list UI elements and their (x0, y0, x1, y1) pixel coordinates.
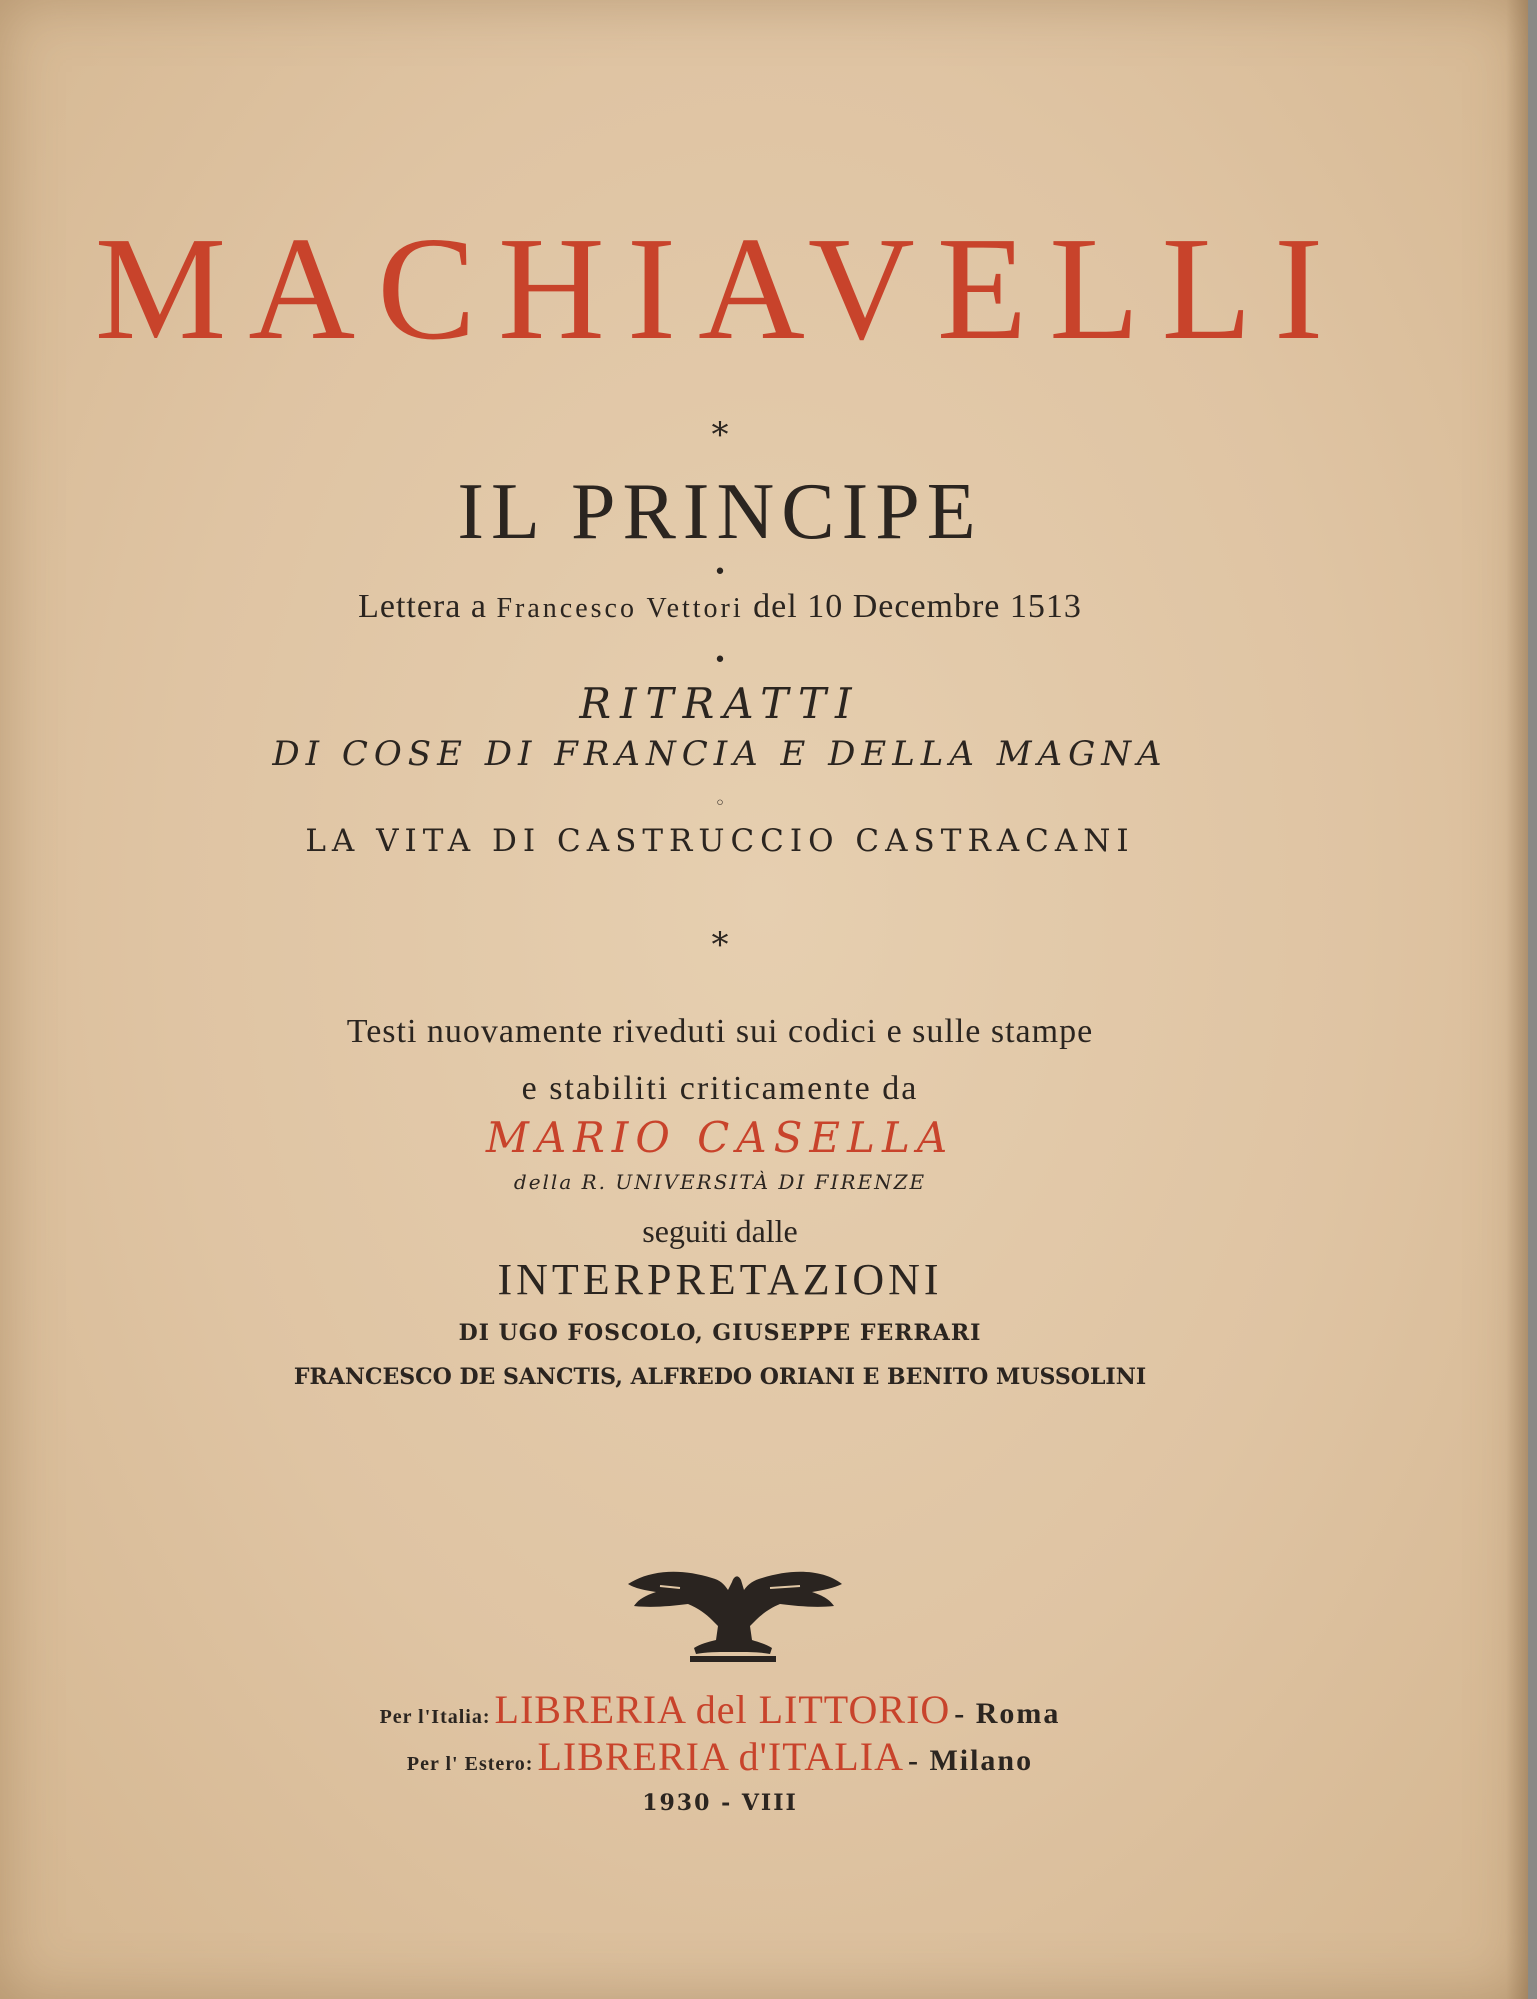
publisher-line-1 (0, 1687, 1440, 1732)
work-title: IL PRINCIPE (457, 468, 983, 556)
publisher-line-2 (0, 1734, 1440, 1779)
lettera-name: Francesco Vettori (496, 593, 744, 624)
lettera-line (0, 590, 1440, 624)
ornament-dot: • (713, 560, 727, 585)
lettera-prefix: Lettera a (358, 588, 487, 625)
publisher-2-city: - Milano (907, 1744, 1034, 1777)
editorial-line-1: Testi nuovamente riveduti sui codici e sulle stampe (346, 1013, 1094, 1050)
vita-title: LA VITA DI CASTRUCCIO CASTRACANI (305, 823, 1135, 859)
followed-by: seguiti dalle (642, 1213, 798, 1249)
interpreters-line-1: DI UGO FOSCOLO, GIUSEPPE FERRARI (458, 1320, 982, 1346)
publisher-1-name: LIBRERIA del LITTORIO (494, 1687, 951, 1732)
author-title: MACHIAVELLI (94, 207, 1346, 371)
ritratti-title: RITRATTI (579, 679, 861, 728)
ornament-star: * (711, 415, 729, 455)
ritratti-subtitle: DI COSE DI FRANCIA E DELLA MAGNA (272, 734, 1168, 774)
publication-year: 1930 - VIII (642, 1790, 798, 1816)
interpretations-heading: INTERPRETAZIONI (497, 1255, 943, 1304)
lettera-suffix: del 10 Decembre 1513 (753, 588, 1082, 625)
editor-affiliation: della R. UNIVERSITÀ DI FIRENZE (513, 1170, 927, 1194)
ornament-small-dot: ◦ (714, 793, 726, 814)
editorial-line-2: e stabiliti criticamente da (521, 1070, 919, 1107)
interpreters-line-2: FRANCESCO DE SANCTIS, ALFREDO ORIANI E BENITO MUSSOLINI (293, 1364, 1147, 1390)
publisher-2-name: LIBRERIA d'ITALIA (537, 1734, 904, 1779)
publisher-1-label: Per l'Italia: (379, 1706, 491, 1728)
editor-name: MARIO CASELLA (485, 1113, 955, 1162)
eagle-icon (620, 1560, 846, 1666)
ornament-dot: • (713, 648, 727, 673)
publisher-1-city: - Roma (954, 1697, 1061, 1730)
publisher-2-label: Per l' Estero: (406, 1753, 534, 1775)
ornament-star: * (711, 925, 729, 965)
